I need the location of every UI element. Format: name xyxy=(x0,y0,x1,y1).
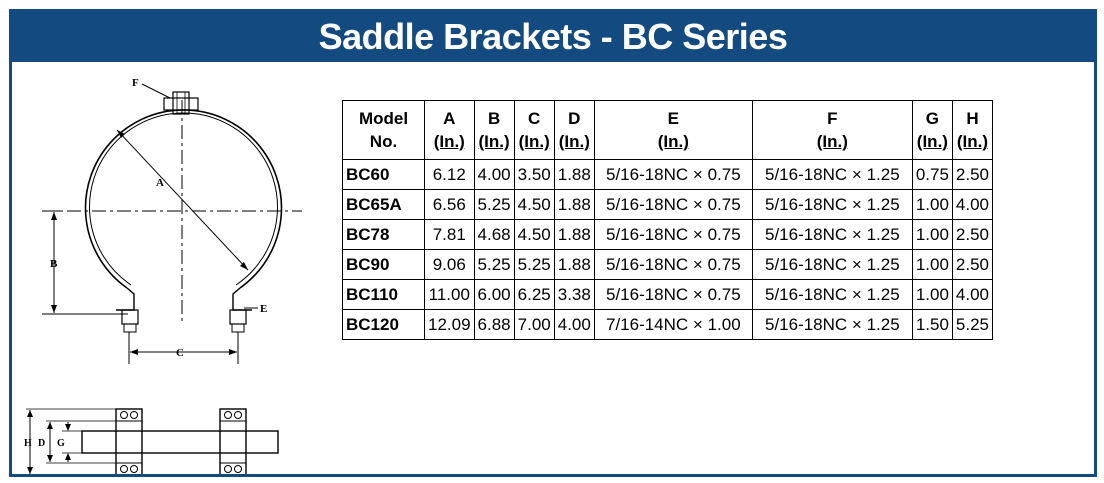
cell-e: 5/16-18NC × 0.75 xyxy=(594,220,752,250)
cell-c: 6.25 xyxy=(514,280,554,310)
dim-label-g: G xyxy=(57,438,65,449)
header-g: G (In.) xyxy=(912,101,952,160)
cell-h: 4.00 xyxy=(952,280,992,310)
cell-b: 4.00 xyxy=(474,160,514,190)
cell-f: 5/16-18NC × 1.25 xyxy=(752,190,912,220)
cell-e: 5/16-18NC × 0.75 xyxy=(594,190,752,220)
spec-table xyxy=(342,100,993,340)
cell-a: 11.00 xyxy=(425,280,475,310)
header-h: H (In.) xyxy=(952,101,992,160)
cell-g: 1.50 xyxy=(912,310,952,340)
dim-label-a: A xyxy=(156,177,164,189)
dim-label-d: D xyxy=(38,438,46,449)
cell-c: 5.25 xyxy=(514,250,554,280)
cell-model: BC90 xyxy=(343,250,425,280)
cell-a: 12.09 xyxy=(425,310,475,340)
header-e: E (In.) xyxy=(594,101,752,160)
page-title: Saddle Brackets - BC Series xyxy=(12,12,1094,62)
cell-d: 1.88 xyxy=(554,190,594,220)
table-header-row xyxy=(343,101,993,160)
table-row xyxy=(343,310,993,340)
header-f: F (In.) xyxy=(752,101,912,160)
table-row xyxy=(343,160,993,190)
cell-model: BC120 xyxy=(343,310,425,340)
cell-a: 7.81 xyxy=(425,220,475,250)
cell-g: 0.75 xyxy=(912,160,952,190)
cell-b: 5.25 xyxy=(474,250,514,280)
dim-label-e: E xyxy=(260,303,268,315)
cell-e: 5/16-18NC × 0.75 xyxy=(594,280,752,310)
page-frame xyxy=(9,9,1097,477)
dim-label-f: F xyxy=(132,77,139,89)
cell-model: BC78 xyxy=(343,220,425,250)
dim-label-b: B xyxy=(50,258,58,270)
cell-d: 3.38 xyxy=(554,280,594,310)
cell-e: 5/16-18NC × 0.75 xyxy=(594,250,752,280)
table-row xyxy=(343,280,993,310)
cell-model: BC65A xyxy=(343,190,425,220)
cell-d: 1.88 xyxy=(554,250,594,280)
cell-b: 6.88 xyxy=(474,310,514,340)
cell-g: 1.00 xyxy=(912,190,952,220)
dim-label-h: H xyxy=(24,438,32,449)
table-row xyxy=(343,190,993,220)
table-row xyxy=(343,250,993,280)
cell-a: 6.56 xyxy=(425,190,475,220)
cell-g: 1.00 xyxy=(912,220,952,250)
table-row xyxy=(343,220,993,250)
cell-d: 1.88 xyxy=(554,160,594,190)
dim-label-c: C xyxy=(176,347,184,359)
cell-h: 2.50 xyxy=(952,250,992,280)
cell-d: 4.00 xyxy=(554,310,594,340)
cell-c: 3.50 xyxy=(514,160,554,190)
cell-f: 5/16-18NC × 1.25 xyxy=(752,250,912,280)
front-view xyxy=(42,84,302,364)
cell-f: 5/16-18NC × 1.25 xyxy=(752,310,912,340)
header-b: B (In.) xyxy=(474,101,514,160)
header-a: A (In.) xyxy=(425,101,475,160)
cell-c: 4.50 xyxy=(514,190,554,220)
cell-f: 5/16-18NC × 1.25 xyxy=(752,220,912,250)
cell-h: 2.50 xyxy=(952,220,992,250)
cell-g: 1.00 xyxy=(912,250,952,280)
cell-c: 7.00 xyxy=(514,310,554,340)
cell-f: 5/16-18NC × 1.25 xyxy=(752,160,912,190)
header-model: Model No. xyxy=(343,101,425,160)
cell-b: 5.25 xyxy=(474,190,514,220)
header-d: D (In.) xyxy=(554,101,594,160)
cell-model: BC60 xyxy=(343,160,425,190)
cell-f: 5/16-18NC × 1.25 xyxy=(752,280,912,310)
header-c: C (In.) xyxy=(514,101,554,160)
cell-b: 4.68 xyxy=(474,220,514,250)
cell-g: 1.00 xyxy=(912,280,952,310)
cell-e: 5/16-18NC × 0.75 xyxy=(594,160,752,190)
cell-h: 5.25 xyxy=(952,310,992,340)
cell-a: 6.12 xyxy=(425,160,475,190)
cell-c: 4.50 xyxy=(514,220,554,250)
cell-a: 9.06 xyxy=(425,250,475,280)
cell-model: BC110 xyxy=(343,280,425,310)
cell-e: 7/16-14NC × 1.00 xyxy=(594,310,752,340)
cell-b: 6.00 xyxy=(474,280,514,310)
cell-h: 2.50 xyxy=(952,160,992,190)
bracket-diagram xyxy=(12,62,322,474)
cell-d: 1.88 xyxy=(554,220,594,250)
cell-h: 4.00 xyxy=(952,190,992,220)
